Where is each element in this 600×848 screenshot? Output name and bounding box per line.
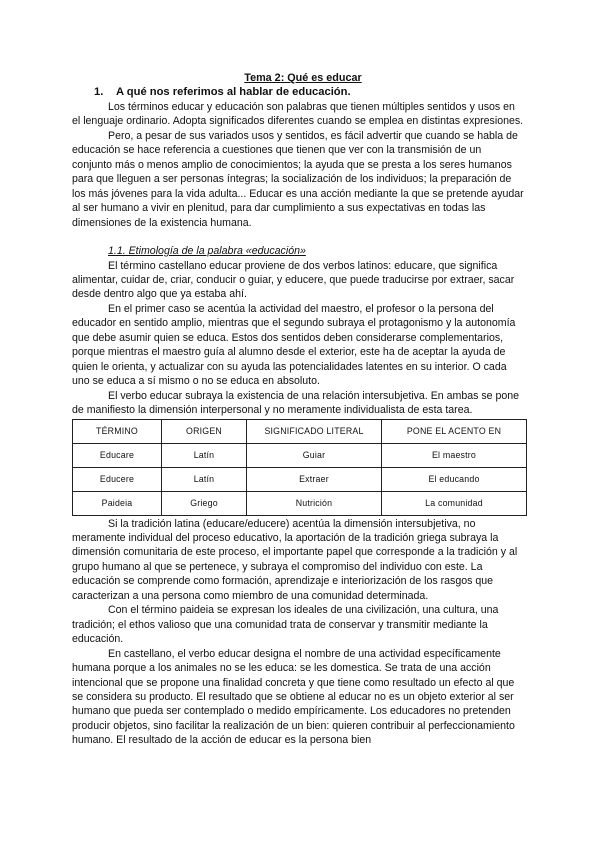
paragraph: En castellano, el verbo educar designa el nombre de una actividad específicamente humana porque a los animales no se les educa: se les domestica. Se trata de una acción intencional que se propone una finalidad concreta y que tiene como resultado un efecto al que se considera su producto. El resultado que se obtiene al educar no es un objeto exterior al ser humano que pueda ser contemplado o medido empíricamente. Los educadores no pretenden producir objetos, sino facilitar la realización de un bien: quieren contribuir al perfeccionamiento humano. El resultado de la acción de educar es la persona bien [72,647,515,747]
page-title: Tema 2: Qué es educar [244,72,362,84]
table-cell: Nutrición [247,491,382,515]
table-cell: Educare [73,443,162,467]
subsection-heading: 1.1. Etimología de la palabra «educación» [108,245,306,258]
table-row [73,467,527,491]
paragraph: En el primer caso se acentúa la actividad del maestro, el profesor o la persona del educador en sentido amplio, mientras que el segundo subraya el protagonismo y la autonomía que debe asumir quien se educa. Estos dos sentidos deben considerarse complementarios, porque mientras el maestro guía al alumno desde el exterior, este ha de aceptar la ayuda de quien le orienta, y actualizar con su ayuda las potencialidades latentes en su interior. O cada uno se educa a sí mismo o no se educa en absoluto. [72,302,516,388]
table-cell: Educere [73,467,162,491]
table-header: SIGNIFICADO LITERAL [247,419,382,443]
section-number: 1. [94,86,104,98]
spacer [72,230,524,244]
etymology-table [72,419,527,516]
table-cell: Latín [162,467,247,491]
table-cell: Guiar [247,443,382,467]
paragraph: Si la tradición latina (educare/educere) acentúa la dimensión intersubjetiva, no meramente individual del proceso educativo, la aportación de la tradición griega subraya la dimensión comunitaria de este proceso, el importante papel que corresponde a la tradición y al grupo humano al que se pertenece, y subraya el compromiso del individuo con este. La educación se comprende como formación, aprendizaje e interiorización de los rasgos que caracterizan a una persona como miembro de una comunidad determinada. [72,517,518,602]
table-header: ORIGEN [162,419,247,443]
paragraph: Pero, a pesar de sus variados usos y sentidos, es fácil advertir que cuando se habla de educación se hace referencia a cuestiones que tienen que ver con la transmisión de un conjunto más o menos amplio de conocimientos; la ayuda que se presta a los seres humanos para que lleguen a ser personas íntegras; la socialización de los individuos; la preparación de los más jóvenes para la vida adulta... Educar es una acción mediante la que se pretende ayudar al ser humano a vivir en plenitud, para dar cumplimiento a sus expectativas en todas las dimensiones de la existencia humana. [72,129,524,229]
table-row [73,491,527,515]
paragraph: Los términos educar y educación son palabras que tienen múltiples sentidos y usos en el lenguaje ordinario. Adopta significados diferentes cuando se emplea en distintas expresiones. [72,101,524,128]
table-row [73,443,527,467]
table-cell: Paideia [73,491,162,515]
table-header: PONE EL ACENTO EN [382,419,527,443]
table-cell: La comunidad [382,491,527,515]
paragraph: Con el término paideia se expresan los ideales de una civilización, una cultura, una tradición; el ethos valioso que una comunidad trata de conservar y transmitir mediante la educación. [72,604,499,646]
table-header: TÉRMINO [73,419,162,443]
section-heading-text: A qué nos referimos al hablar de educación. [116,86,351,98]
paragraph: El término castellano educar proviene de dos verbos latinos: educare, que significa alimentar, cuidar de, criar, conducir o guiar, y educere, que puede traducirse por extraer, sacar desde dentro algo que ya estaba ahí. [72,259,515,301]
table-cell: Extraer [247,467,382,491]
section-heading-1 [94,85,524,100]
table-cell: El maestro [382,443,527,467]
document-body [72,71,524,748]
paragraph: El verbo educar subraya la existencia de una relación intersubjetiva. En ambas se pone de manifiesto la dimensión interpersonal y no meramente individualista de esta tarea. [72,389,520,417]
table-cell: Latín [162,443,247,467]
table-header-row [73,419,527,443]
table-cell: Griego [162,491,247,515]
table-cell: El educando [382,467,527,491]
